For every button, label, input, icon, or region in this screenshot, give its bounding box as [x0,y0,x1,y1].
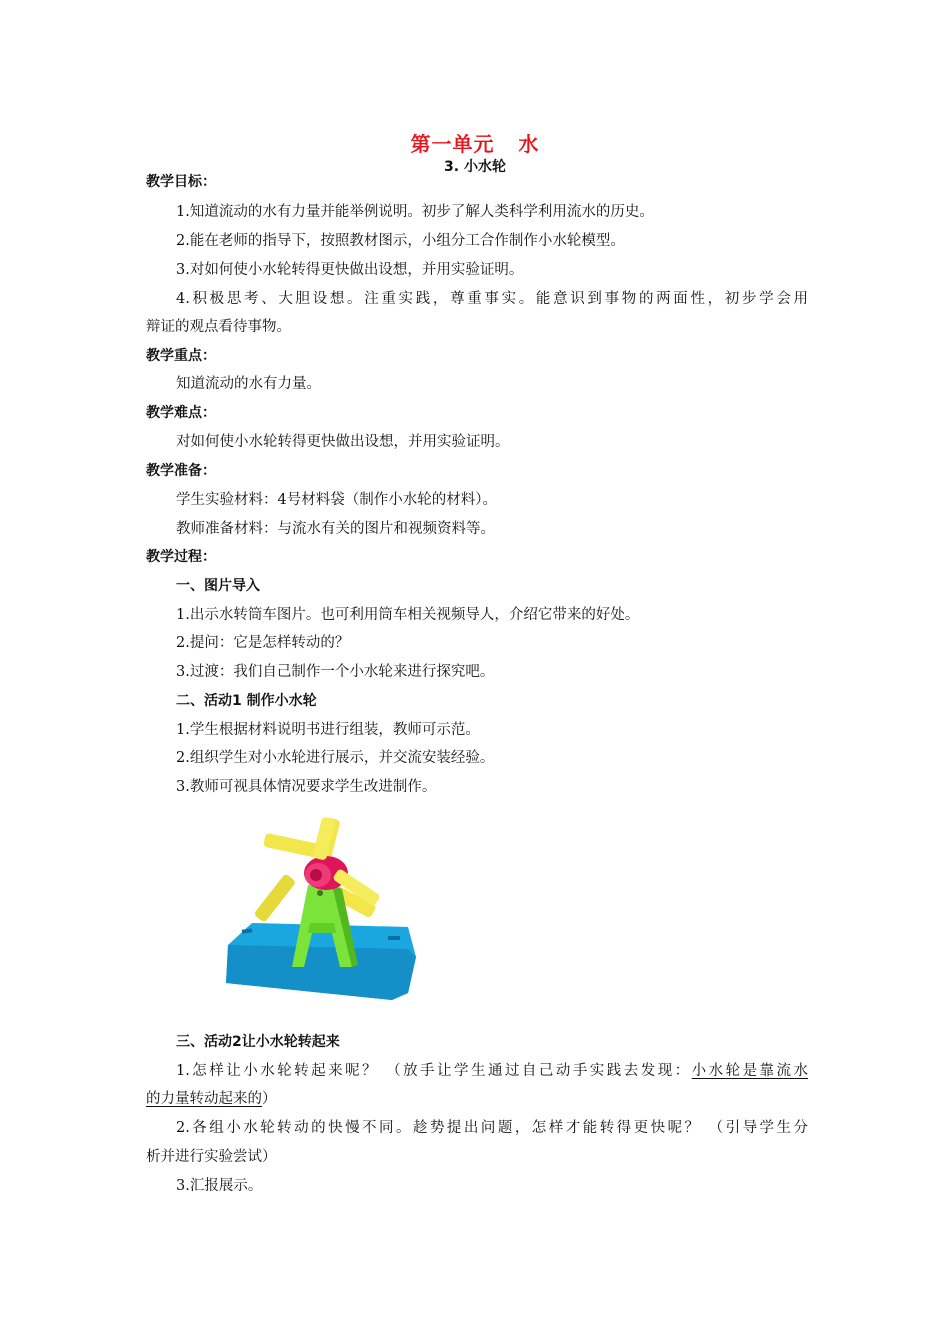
goal-item-continued: 辩证的观点看待事物。 [146,319,291,335]
section-1-item: 2.提问：它是怎样转动的？ [176,635,350,651]
goal-item: 3.对如何使小水轮转得更快做出设想，并用实验证明。 [176,262,524,278]
key-point-heading: 教学重点： [146,348,216,364]
section-2-title: 二、活动1 制作小水轮 [176,693,317,709]
section-3-item: 3.汇报展示。 [176,1178,263,1194]
section-1-item: 1.出示水转筒车图片。也可利用筒车相关视频导人，介绍它带来的好处。 [176,607,640,623]
difficulty-text: 对如何使小水轮转得更快做出设想，并用实验证明。 [176,434,510,450]
process-heading: 教学过程： [146,549,216,565]
section-3-item-continued [146,1089,808,1109]
preparation-item: 学生实验材料：4号材料袋（制作小水轮的材料）。 [176,492,497,508]
section-1-title: 一、图片导入 [176,578,260,594]
section-2-item: 1.学生根据材料说明书进行组装，教师可示范。 [176,722,480,738]
section-3-item: 2.各组小水轮转动的快慢不同。趁势提出问题，怎样才能转得更快呢？ （引导学生分 [176,1120,808,1136]
section-3-title: 三、活动2让小水轮转起来 [176,1034,340,1050]
question-1-text: 1.怎样让小水轮转起来呢？ （放手让学生通过自己动手实践去发现： [176,1063,692,1079]
difficulty-heading: 教学难点： [146,405,216,421]
section-1-item: 3.过渡：我们自己制作一个小水轮来进行探究吧。 [176,664,495,680]
key-point-text: 知道流动的水有力量。 [176,376,321,392]
goal-item: 2.能在老师的指导下，按照教材图示，小组分工合作制作小水轮模型。 [176,233,625,249]
question-1-close: ） [262,1091,277,1107]
goals-heading: 教学目标： [146,174,216,190]
goal-item: 4.积极思考、大胆设想。注重实践，尊重事实。能意识到事物的两面性，初步学会用 [176,291,808,307]
goal-item: 1.知道流动的水有力量并能举例说明。初步了解人类科学利用流水的历史。 [176,204,654,220]
water-wheel-model-icon [212,815,428,1005]
section-3-item [176,1061,808,1081]
section-2-item: 3.教师可视具体情况要求学生改进制作。 [176,779,437,795]
preparation-heading: 教学准备： [146,463,216,479]
section-2-item: 2.组织学生对小水轮进行展示，并交流安装经验。 [176,750,495,766]
question-1-answer: 小水轮是靠流水 [691,1063,809,1079]
question-1-answer-continued: 的力量转动起来的 [146,1091,262,1107]
unit-title: 第一单元 水 [410,132,540,156]
lesson-title: 3. 小水轮 [444,159,506,175]
preparation-item: 教师准备材料：与流水有关的图片和视频资料等。 [176,521,495,537]
base-front [226,945,416,1000]
section-3-item-continued: 析并进行实验尝试） [146,1149,277,1165]
